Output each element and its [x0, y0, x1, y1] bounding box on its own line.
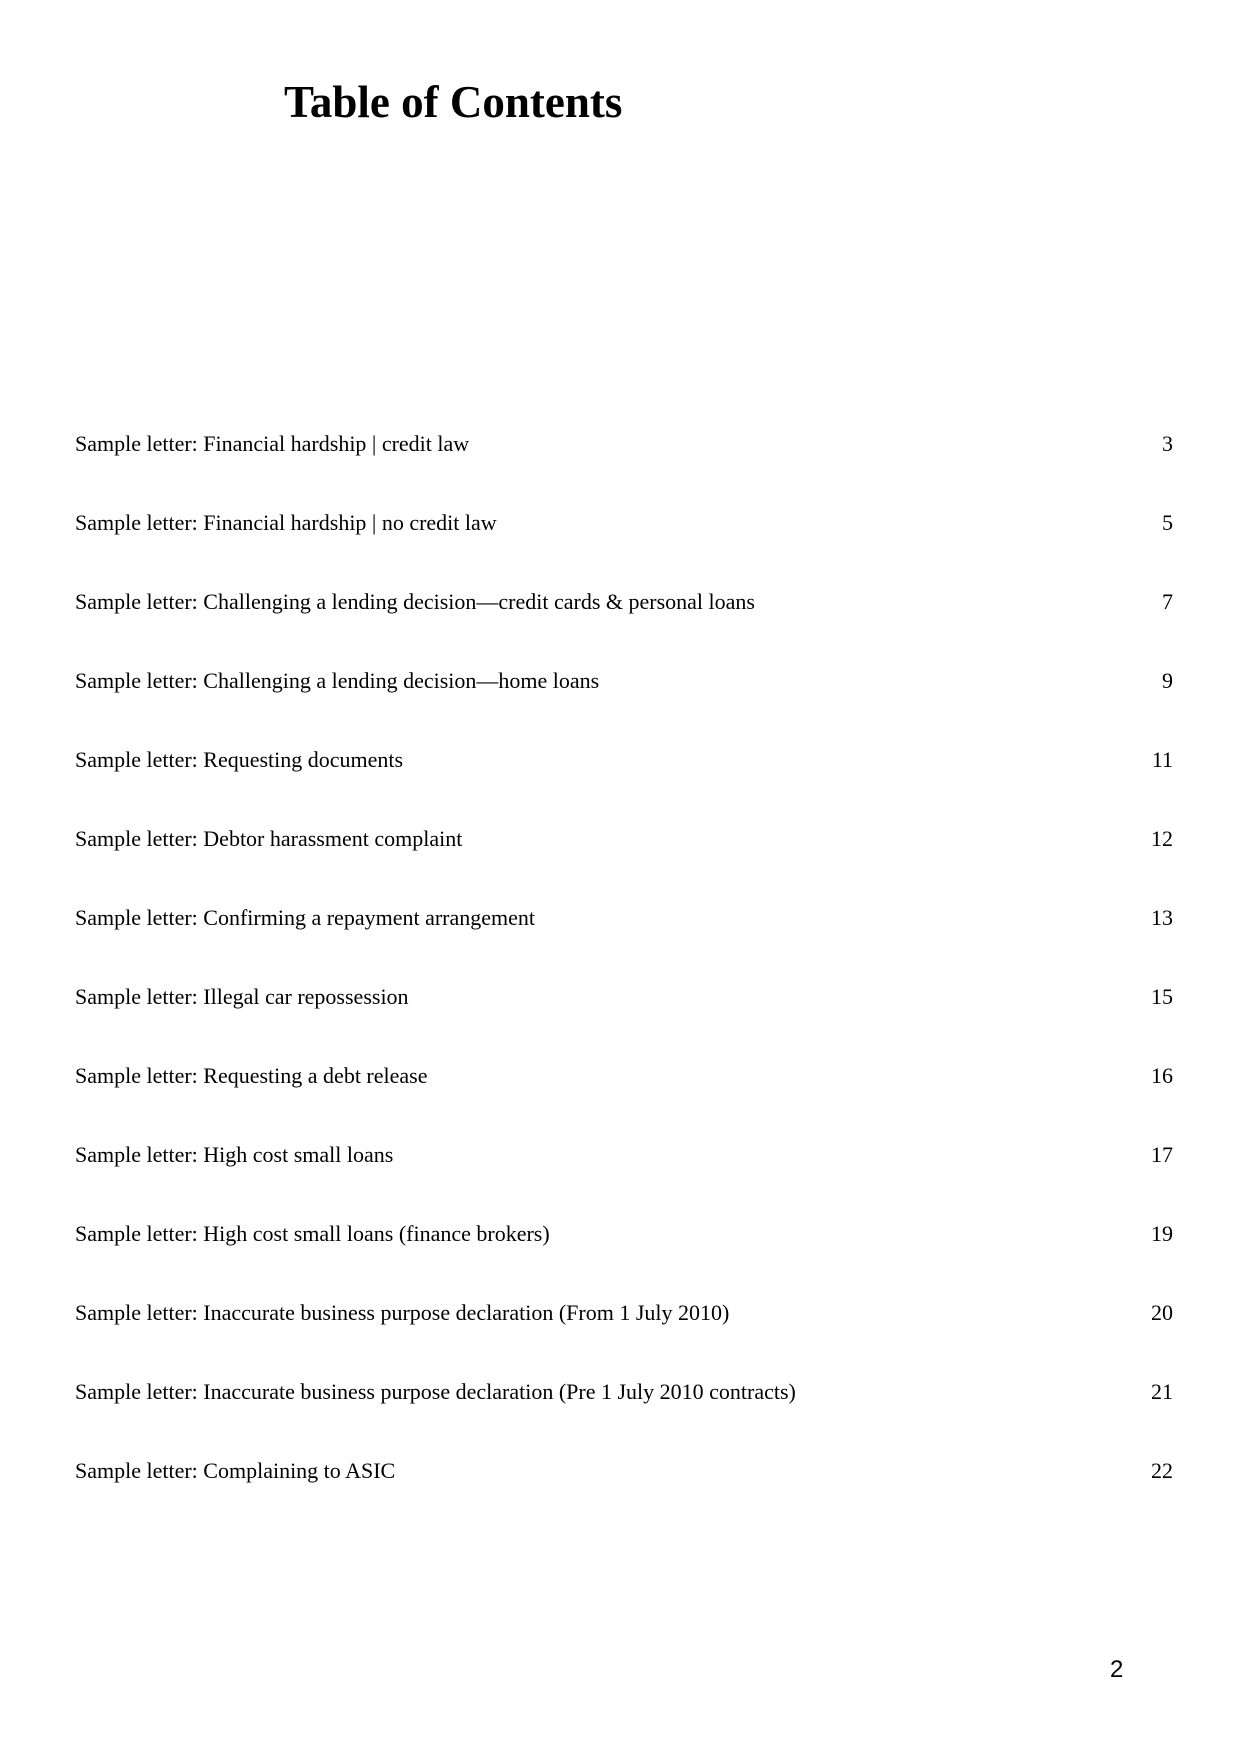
toc-entry-title[interactable]: Sample letter: Challenging a lending decision—home loans: [75, 668, 600, 693]
toc-entry-title[interactable]: Sample letter: Financial hardship | credit law: [75, 431, 470, 456]
toc-entry-title[interactable]: Sample letter: Complaining to ASIC: [75, 1458, 396, 1483]
toc-entry-title[interactable]: Sample letter: Requesting documents: [75, 747, 404, 772]
toc-entry-title[interactable]: Sample letter: Challenging a lending decision—credit cards & personal loans: [75, 589, 755, 614]
toc-entry[interactable]: [75, 973, 1173, 1052]
toc-list: [75, 420, 1173, 1526]
toc-entry[interactable]: [75, 499, 1173, 578]
toc-entry-title[interactable]: Sample letter: High cost small loans: [75, 1142, 394, 1167]
toc-entry-page: 22: [1151, 1458, 1173, 1483]
toc-entry-page: 17: [1151, 1142, 1173, 1167]
toc-entry-title[interactable]: Sample letter: Inaccurate business purpose declaration (Pre 1 July 2010 contracts): [75, 1379, 796, 1404]
toc-entry[interactable]: [75, 1052, 1173, 1131]
toc-entry-page: 3: [1162, 431, 1173, 456]
page-title: Table of Contents: [284, 77, 623, 127]
toc-entry-title[interactable]: Sample letter: Confirming a repayment arrangement: [75, 905, 536, 930]
toc-entry-page: 19: [1151, 1221, 1173, 1246]
toc-entry-title[interactable]: Sample letter: Requesting a debt release: [75, 1063, 428, 1088]
toc-entry-page: 13: [1151, 905, 1173, 930]
toc-entry-page: 16: [1151, 1063, 1173, 1088]
toc-entry-page: 7: [1162, 589, 1173, 614]
toc-entry-title[interactable]: Sample letter: Debtor harassment complaint: [75, 826, 463, 851]
toc-entry-title[interactable]: Sample letter: Inaccurate business purpose declaration (From 1 July 2010): [75, 1300, 730, 1325]
toc-entry[interactable]: [75, 578, 1173, 657]
toc-entry[interactable]: [75, 815, 1173, 894]
toc-entry-page: 20: [1151, 1300, 1173, 1325]
toc-entry[interactable]: [75, 1447, 1173, 1526]
toc-entry-title[interactable]: Sample letter: High cost small loans (finance brokers): [75, 1221, 550, 1246]
toc-entry[interactable]: [75, 894, 1173, 973]
toc-entry-title[interactable]: Sample letter: Illegal car repossession: [75, 984, 409, 1009]
toc-entry-page: 21: [1151, 1379, 1173, 1404]
toc-entry-title[interactable]: Sample letter: Financial hardship | no credit law: [75, 510, 497, 535]
page-number: 2: [1110, 1656, 1124, 1683]
toc-entry[interactable]: [75, 657, 1173, 736]
toc-entry[interactable]: [75, 420, 1173, 499]
toc-entry[interactable]: [75, 1289, 1173, 1368]
toc-entry-page: 9: [1162, 668, 1173, 693]
toc-entry[interactable]: [75, 1368, 1173, 1447]
toc-entry-page: 12: [1151, 826, 1173, 851]
toc-entry-page: 11: [1151, 747, 1173, 772]
toc-entry-page: 5: [1162, 510, 1173, 535]
toc-entry[interactable]: [75, 736, 1173, 815]
toc-entry[interactable]: [75, 1131, 1173, 1210]
toc-entry[interactable]: [75, 1210, 1173, 1289]
toc-entry-page: 15: [1151, 984, 1173, 1009]
